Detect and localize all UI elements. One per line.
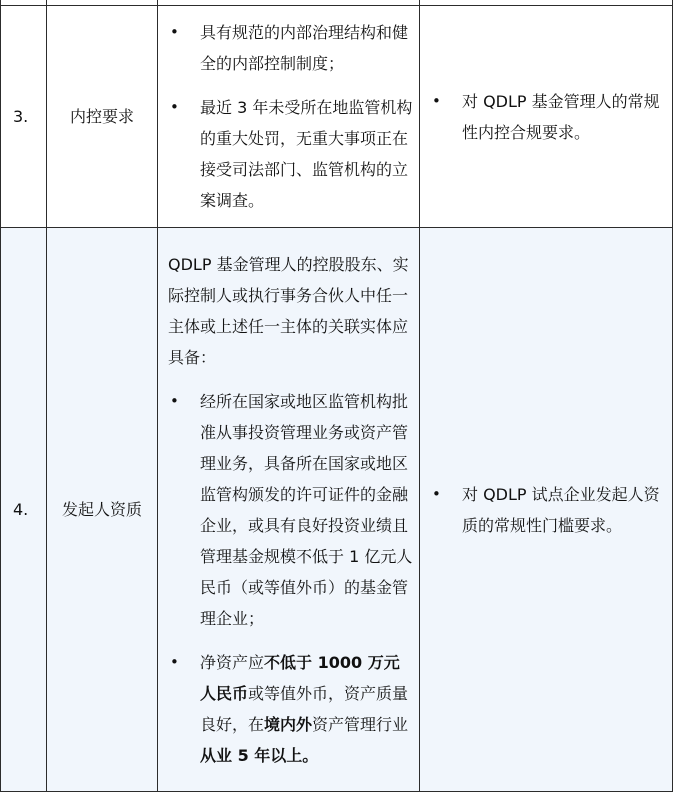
emphasis-text: 不低于 1000 万元人民币: [200, 652, 400, 703]
emphasis-text: 从业 5 年以上。: [200, 745, 319, 765]
note-item: • 对 QDLP 试点企业发起人资质的常规性门槛要求。: [430, 479, 664, 541]
requirement-item: • 具有规范的内部治理结构和健全的内部控制制度；: [168, 17, 413, 79]
note-cell: [420, 6, 673, 228]
requirements-cell: [158, 228, 420, 792]
requirement-item: • 最近 3 年未受所在地监管机构的重大处罚，无重大事项正在接受司法部门、监管机构的立案调查。: [168, 92, 413, 216]
row-number: 3.: [1, 6, 47, 228]
note-item: • 对 QDLP 基金管理人的常规性内控合规要求。: [430, 86, 664, 148]
requirements-cell: [158, 6, 420, 228]
note-cell: [420, 228, 673, 792]
requirement-item: • 经所在国家或地区监管机构批准从事投资管理业务或资产管理业务，具备所在国家或地区监管构颁发的许可证件的金融企业，或具有良好投资业绩且管理基金规模不低于 1 亿元人民币（或等值外币）的基金管理企业；: [168, 386, 413, 634]
row-title: 发起人资质: [47, 228, 158, 792]
row-number: 4.: [1, 228, 47, 792]
requirements-list: [168, 17, 413, 216]
requirements-intro: QDLP 基金管理人的控股股东、实际控制人或执行事务合伙人中任一主体或上述任一主体的关联实体应具备：: [168, 254, 409, 367]
emphasis-text: 境内外: [264, 714, 313, 734]
table-row: [1, 6, 673, 228]
requirement-item: • 净资产应不低于 1000 万元人民币或等值外币，资产质量良好，在境内外资产管理行业从业 5 年以上。: [168, 647, 413, 771]
table-row: [1, 228, 673, 792]
row-title: 内控要求: [47, 6, 158, 228]
requirements-list: [168, 386, 413, 771]
